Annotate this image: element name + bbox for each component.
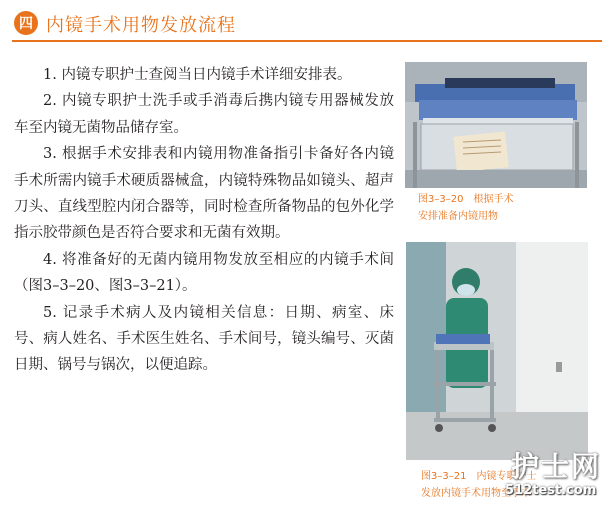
figure-photo-instrument-trays xyxy=(405,62,587,188)
figure-photo-nurse-with-cart xyxy=(406,242,588,460)
caption-line: 安排准备内镜用物 xyxy=(418,211,498,222)
step-paragraph: 3. 根据手术安排表和内镜用物准备指引卡备好各内镜手术所需内镜手术硬质器械盒，内镜特殊物品如镜头、超声刀头、直线型腔内闭合器等，同时检查所备物品的包外化学指示胶带颜色是否符合要求和无菌有效期。 xyxy=(14,146,394,242)
step-paragraph: 4. 将准备好的无菌内镜用物发放至相应的内镜手术间（图3–3–20、图3–3–21）。 xyxy=(14,251,394,295)
section-number-badge: 四 xyxy=(14,11,38,35)
step-paragraph: 1. 内镜专职护士查阅当日内镜手术详细安排表。 xyxy=(43,67,352,83)
watermark-logo-text: 护士网 xyxy=(511,450,602,483)
caption-line: 图3–3–21 内镜专职护士 xyxy=(421,471,537,482)
caption-line: 图3–3–20 根据手术 xyxy=(418,194,514,205)
figure-caption xyxy=(418,191,513,225)
procedure-steps xyxy=(14,62,394,379)
site-watermark xyxy=(505,445,605,505)
watermark-url: 512test.com xyxy=(505,483,597,498)
step-paragraph: 2. 内镜专职护士洗手或手消毒后携内镜专用器械发放车至内镜无菌物品储存室。 xyxy=(14,93,394,136)
section-title: 内镜手术用物发放流程 xyxy=(46,15,236,36)
step-paragraph: 5. 记录手术病人及内镜相关信息：日期、病室、床号、病人姓名、手术医生姓名、手术间号，镜头编号、灭菌日期、锅号与锅次，以便追踪。 xyxy=(14,304,394,374)
section-header xyxy=(0,0,613,42)
caption-line: 发放内镜手术用物至手术 xyxy=(421,488,531,499)
header-divider xyxy=(12,40,602,42)
